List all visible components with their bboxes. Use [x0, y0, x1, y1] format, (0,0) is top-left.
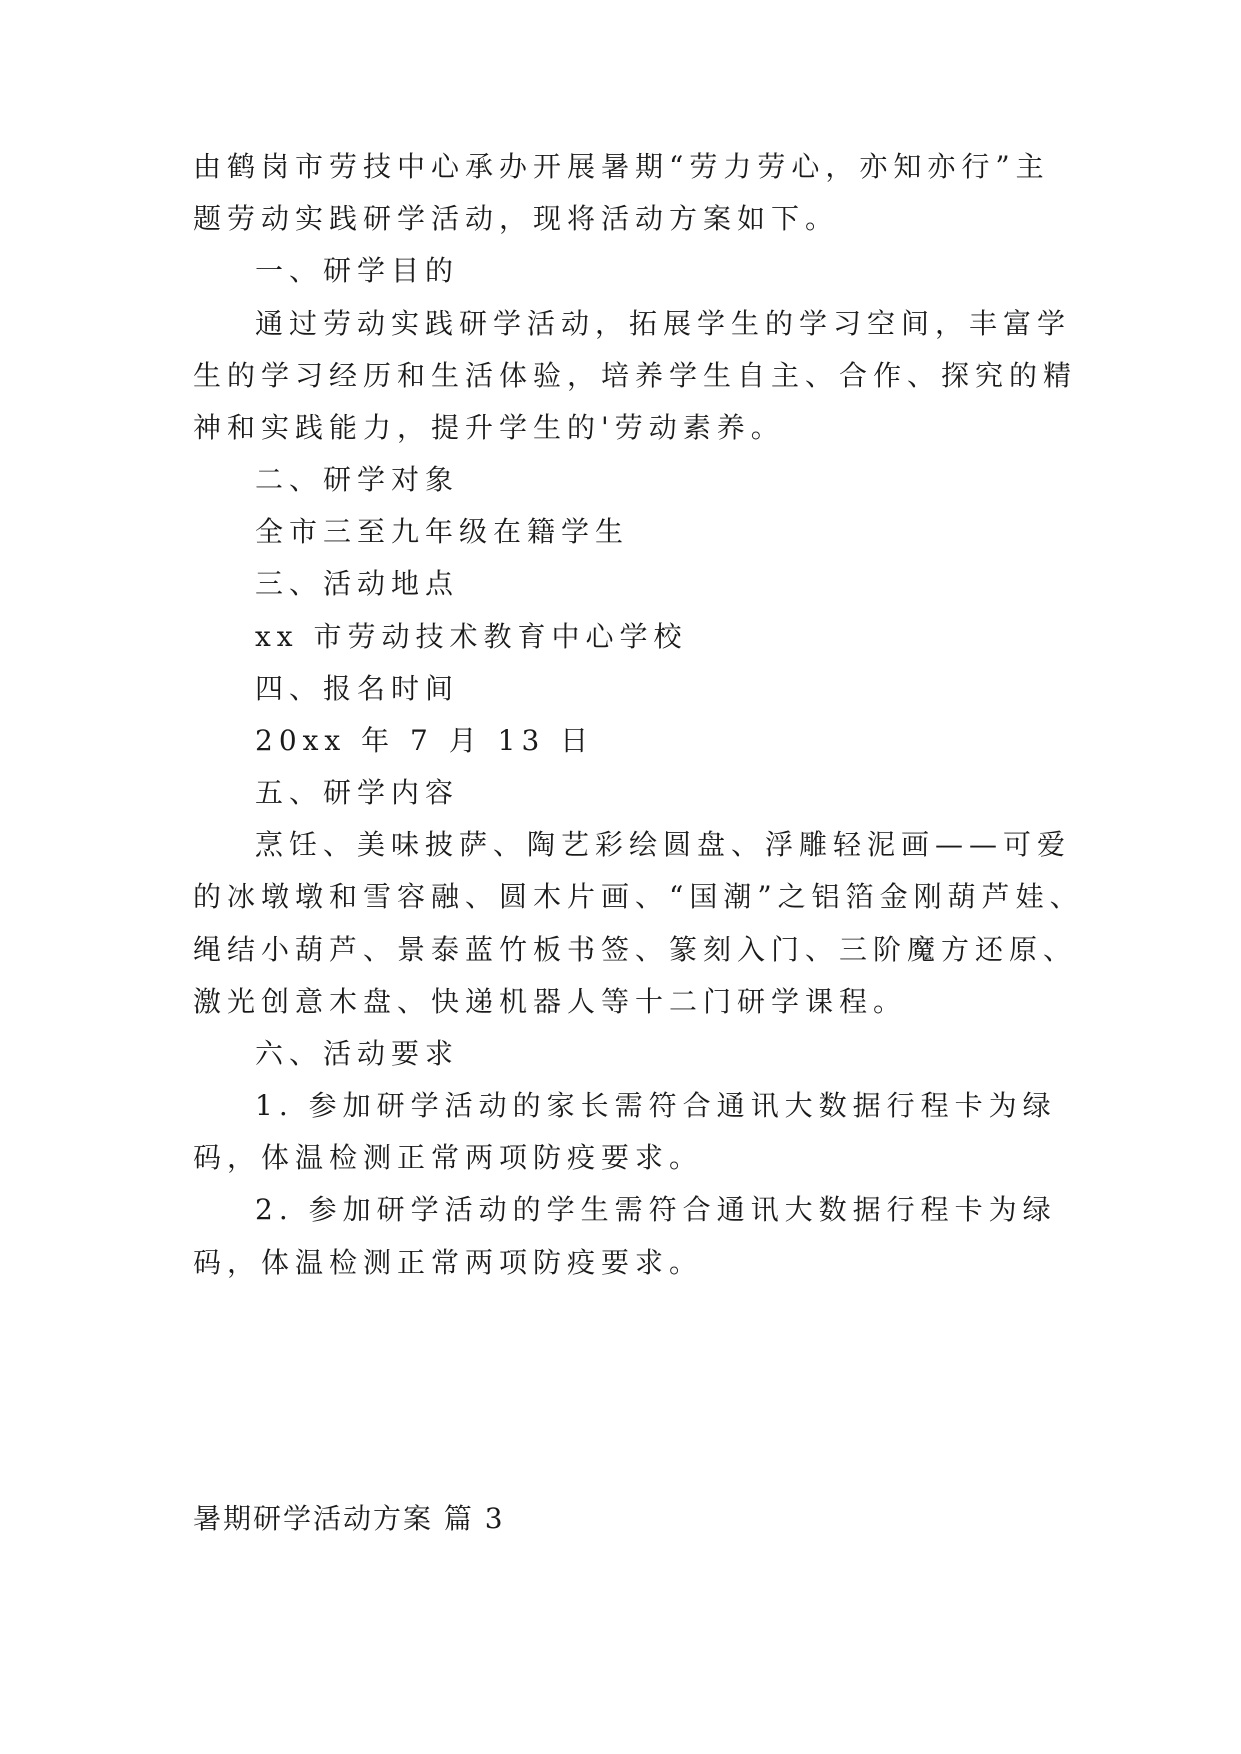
paragraph-line: 码，体温检测正常两项防疫要求。 — [193, 1246, 704, 1279]
paragraph-line: 绳结小葫芦、景泰蓝竹板书签、篆刻入门、三阶魔方还原、 — [193, 933, 1078, 966]
paragraph-line: 全市三至九年级在籍学生 — [255, 515, 630, 548]
paragraph-line: 1. 参加研学活动的家长需符合通讯大数据行程卡为绿 — [255, 1089, 1057, 1122]
section-heading: 四、报名时间 — [255, 672, 460, 705]
intro-line: 由鹤岗市劳技中心承办开展暑期“劳力劳心，亦知亦行”主 — [193, 150, 1050, 183]
paragraph-line: 激光创意木盘、快递机器人等十二门研学课程。 — [193, 985, 908, 1018]
paragraph-line: 通过劳动实践研学活动，拓展学生的学习空间，丰富学 — [255, 307, 1072, 340]
paragraph-line: 烹饪、美味披萨、陶艺彩绘圆盘、浮雕轻泥画——可爱 — [255, 828, 1072, 861]
intro-line: 题劳动实践研学活动，现将活动方案如下。 — [193, 202, 840, 235]
section-heading: 六、活动要求 — [255, 1037, 460, 1070]
section-heading: 二、研学对象 — [255, 463, 460, 496]
section-heading: 一、研学目的 — [255, 254, 460, 287]
section-heading: 五、研学内容 — [255, 776, 460, 809]
paragraph-line: 2. 参加研学活动的学生需符合通讯大数据行程卡为绿 — [255, 1193, 1057, 1226]
paragraph-line: 20xx 年 7 月 13 日 — [255, 724, 595, 757]
paragraph-line: 的冰墩墩和雪容融、圆木片画、“国潮”之铝箔金刚葫芦娃、 — [193, 880, 1084, 913]
paragraph-line: 码，体温检测正常两项防疫要求。 — [193, 1141, 704, 1174]
section-heading: 三、活动地点 — [255, 567, 460, 600]
paragraph-line: xx 市劳动技术教育中心学校 — [255, 620, 688, 653]
next-section-title: 暑期研学活动方案 篇 3 — [193, 1502, 505, 1535]
paragraph-line: 生的学习经历和生活体验，培养学生自主、合作、探究的精 — [193, 359, 1078, 392]
paragraph-line: 神和实践能力，提升学生的'劳动素养。 — [193, 411, 785, 444]
